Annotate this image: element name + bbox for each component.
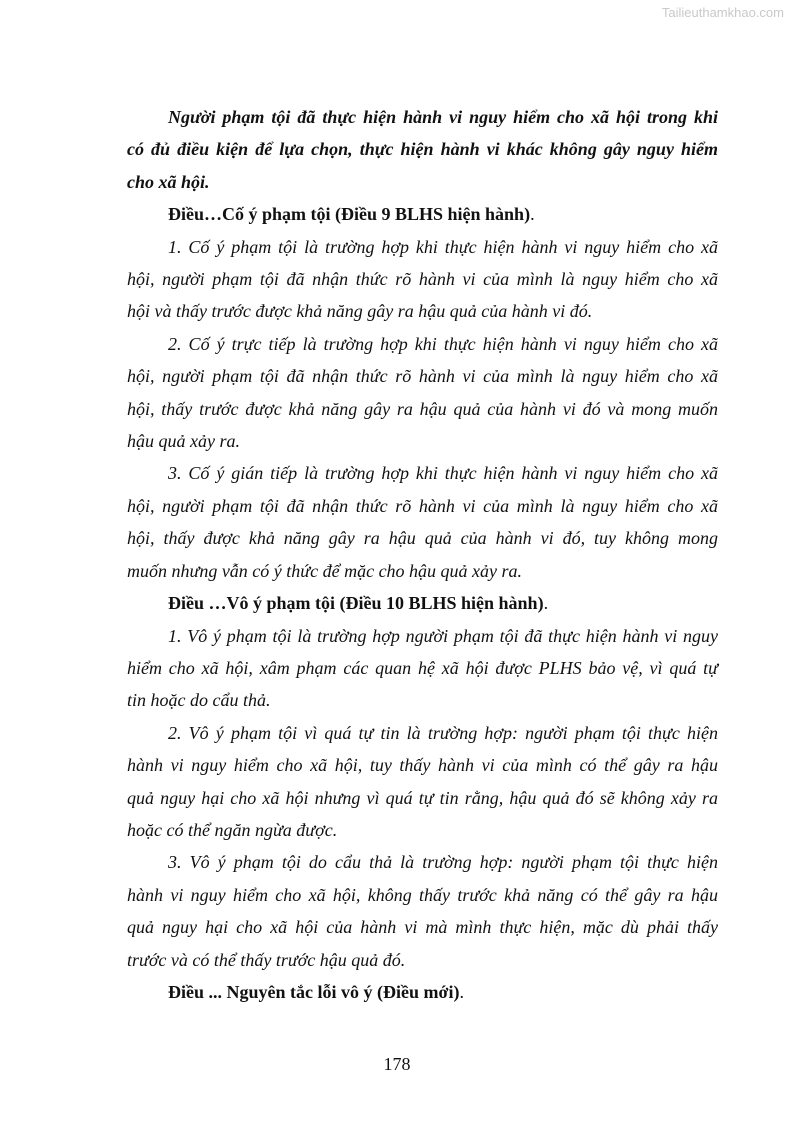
text-line: quả nguy hại cho xã hội của hành vi mà mình thực hiện, mặc dù phải thấy	[127, 917, 718, 938]
text-line: cho xã hội.	[127, 171, 210, 192]
text-line: hội, người phạm tội đã nhận thức rõ hành vi của mình là nguy hiểm cho xã	[127, 495, 718, 516]
text-line: hiểm cho xã hội, xâm phạm các quan hệ xã hội được PLHS bảo vệ, vì quá tự	[127, 657, 718, 678]
paragraph	[127, 231, 718, 328]
paragraph	[127, 328, 718, 458]
text-line: hậu quả xảy ra.	[127, 431, 240, 452]
heading-punctuation: .	[530, 204, 535, 225]
text-line: muốn nhưng vẫn có ý thức để mặc cho hậu quả xảy ra.	[127, 560, 523, 581]
heading-title: Điều …Vô ý phạm tội (Điều 10 BLHS hiện hành)	[168, 593, 544, 614]
text-line: 2. Cố ý trực tiếp là trường hợp khi thực hiện hành vi nguy hiểm cho xã	[168, 333, 718, 354]
paragraph	[127, 846, 718, 976]
text-line: tin hoặc do cẩu thả.	[127, 690, 271, 711]
text-line: quả nguy hại cho xã hội nhưng vì quá tự tin rằng, hậu quả đó sẽ không xảy ra	[127, 787, 718, 808]
heading-line	[127, 198, 718, 230]
text-line: Người phạm tội đã thực hiện hành vi nguy hiểm cho xã hội trong khi	[168, 107, 718, 127]
page-number: 178	[383, 1054, 411, 1074]
heading-punctuation: .	[543, 593, 549, 614]
text-line: hội, người phạm tội đã nhận thức rõ hành vi của mình là nguy hiểm cho xã	[127, 269, 718, 290]
text-line: hành vi nguy hiểm cho xã hội, tuy thấy hành vi của mình có thể gây ra hậu	[127, 755, 718, 776]
text-line: hội, thấy được khả năng gây ra hậu quả của hành vi đó, tuy không mong	[127, 528, 718, 549]
text-line: 3. Vô ý phạm tội do cẩu thả là trường hợp: người phạm tội thực hiện	[168, 852, 718, 873]
paragraph	[127, 717, 718, 847]
text-line: trước và có thể thấy trước hậu quả đó.	[127, 949, 406, 970]
paragraph	[127, 457, 718, 587]
text-line: hội, người phạm tội đã nhận thức rõ hành vi của mình là nguy hiểm cho xã	[127, 366, 718, 387]
text-line: hành vi nguy hiểm cho xã hội, không thấy trước khả năng có thể gây ra hậu	[127, 884, 718, 905]
document-body	[127, 101, 718, 1008]
paragraph	[127, 620, 718, 717]
heading-title: Điều ... Nguyên tắc lỗi vô ý (Điều mới)	[168, 981, 460, 1002]
watermark: Tailieuthamkhao.com	[661, 5, 784, 20]
article-heading	[127, 587, 718, 619]
heading-line	[127, 587, 718, 619]
text-line: 1. Cố ý phạm tội là trường hợp khi thực hiện hành vi nguy hiểm cho xã	[168, 236, 718, 257]
text-line: hội và thấy trước được khả năng gây ra hậu quả của hành vi đó.	[127, 301, 593, 322]
text-line: 1. Vô ý phạm tội là trường hợp người phạm tội đã thực hiện hành vi nguy	[168, 625, 718, 646]
article-heading	[127, 976, 718, 1008]
text-line: hội, thấy trước được khả năng gây ra hậu quả của hành vi đó và mong muốn	[127, 398, 718, 419]
heading-punctuation: .	[459, 981, 464, 1002]
article-heading	[127, 198, 718, 230]
text-line: 3. Cố ý gián tiếp là trường hợp khi thực hiện hành vi nguy hiểm cho xã	[168, 463, 718, 484]
paragraph	[127, 101, 718, 198]
text-line: 2. Vô ý phạm tội vì quá tự tin là trường hợp: người phạm tội thực hiện	[168, 722, 718, 743]
text-line: hoặc có thể ngăn ngừa được.	[127, 819, 338, 840]
heading-line	[127, 976, 718, 1008]
text-line: có đủ điều kiện để lựa chọn, thực hiện hành vi khác không gây nguy hiểm	[127, 139, 718, 160]
heading-title: Điều…Cố ý phạm tội (Điều 9 BLHS hiện hành)	[168, 204, 531, 225]
